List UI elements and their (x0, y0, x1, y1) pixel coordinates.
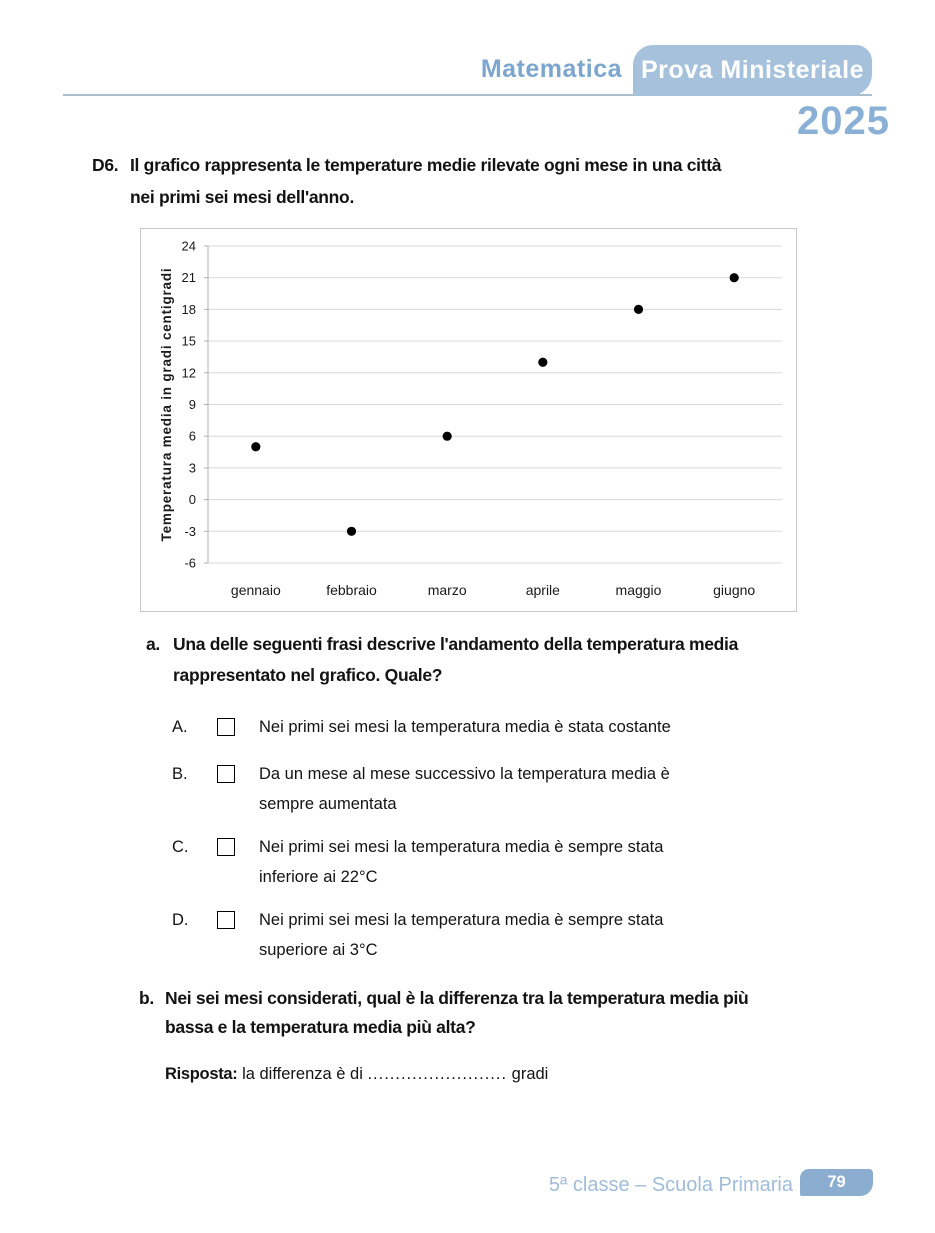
svg-text:gennaio: gennaio (230, 582, 281, 598)
svg-text:21: 21 (181, 270, 196, 286)
svg-text:Temperatura media in gradi cen: Temperatura media in gradi centigradi (159, 267, 174, 542)
svg-text:3: 3 (188, 460, 196, 476)
answer-label: Risposta: (165, 1065, 238, 1083)
temperature-chart (140, 228, 797, 612)
chart-svg (141, 229, 794, 609)
question-number: D6. (92, 155, 119, 175)
option-text: Da un mese al mese successivo la temperatura media è sempre aumentata (259, 765, 670, 813)
option-checkbox[interactable] (217, 765, 235, 783)
option-letter: A. (172, 718, 188, 736)
exam-type-label: Prova Ministeriale (641, 56, 864, 84)
svg-text:9: 9 (188, 397, 196, 412)
svg-text:-3: -3 (184, 523, 196, 539)
option-text: Nei primi sei mesi la temperatura media è sempre stata inferiore ai 22°C (259, 838, 664, 886)
option-letter: D. (172, 911, 189, 929)
option-checkbox-cell (217, 759, 259, 819)
svg-text:aprile: aprile (525, 582, 560, 598)
part-b-section (139, 984, 899, 1084)
exam-type-badge (633, 45, 872, 96)
option-letter: B. (172, 765, 188, 783)
svg-text:12: 12 (181, 365, 196, 381)
option-letter: C. (172, 838, 189, 856)
part-a-heading (146, 629, 886, 691)
svg-text:febbraio: febbraio (326, 582, 377, 598)
answer-option (172, 905, 886, 965)
part-b-label: b. (139, 988, 154, 1008)
option-checkbox[interactable] (217, 838, 235, 856)
answer-line (165, 1065, 899, 1084)
option-checkbox-cell (217, 905, 259, 965)
part-a-label: a. (146, 634, 160, 654)
grade-label: 5ª classe – Scuola Primaria (548, 1174, 793, 1196)
svg-text:18: 18 (181, 301, 196, 317)
answer-option (172, 712, 886, 746)
svg-text:marzo: marzo (427, 582, 467, 598)
option-checkbox[interactable] (217, 911, 235, 929)
exam-year: 2025 (797, 99, 890, 143)
answer-fill-in-field[interactable]: ......................... (367, 1065, 508, 1083)
question-block (92, 149, 872, 213)
page-number-badge (800, 1169, 873, 1196)
subject-label: Matematica (480, 55, 622, 83)
part-b-heading (139, 984, 899, 1042)
option-text: Nei primi sei mesi la temperatura media è stata costante (259, 718, 671, 736)
option-checkbox[interactable] (217, 718, 235, 736)
svg-text:24: 24 (181, 238, 196, 254)
svg-text:-6: -6 (184, 555, 196, 571)
option-checkbox-cell (217, 832, 259, 892)
option-checkbox-cell (217, 712, 259, 746)
part-a-section (146, 629, 886, 978)
part-a-prompt: Una delle seguenti frasi descrive l'andamento della temperatura media rappresentato nel grafico. Quale? (173, 634, 739, 685)
svg-text:giugno: giugno (713, 582, 756, 598)
svg-text:0: 0 (188, 492, 196, 508)
svg-text:15: 15 (181, 333, 196, 349)
option-text: Nei primi sei mesi la temperatura media è sempre stata superiore ai 3°C (259, 911, 664, 959)
page-number: 79 (827, 1173, 846, 1191)
question-text: Il grafico rappresenta le temperature medie rilevate ogni mese in una città nei primi sei mesi dell'anno. (130, 155, 722, 207)
answer-option (172, 832, 886, 892)
svg-text:maggio: maggio (615, 582, 662, 598)
options-list (146, 712, 886, 965)
answer-text-before: la differenza è di (242, 1065, 363, 1083)
answer-option (172, 759, 886, 819)
svg-text:6: 6 (188, 428, 196, 444)
answer-text-after: gradi (511, 1065, 549, 1083)
part-b-prompt: Nei sei mesi considerati, qual è la differenza tra la temperatura media più bassa e la temperatura media più alta? (165, 988, 749, 1037)
